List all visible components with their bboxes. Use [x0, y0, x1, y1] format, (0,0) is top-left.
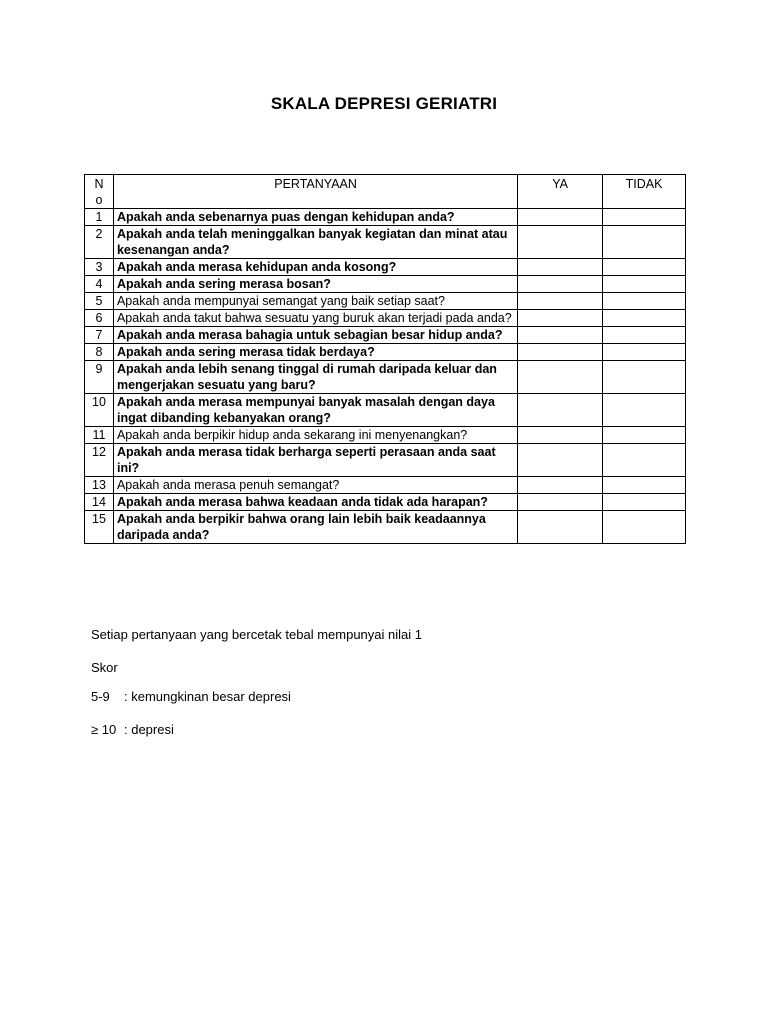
table-row	[85, 209, 686, 226]
table-row	[85, 310, 686, 327]
question-text: Apakah anda merasa mempunyai banyak masalah dengan daya ingat dibanding kebanyakan orang?	[113, 394, 517, 427]
question-text: Apakah anda merasa tidak berharga seperti perasaan anda saat ini?	[113, 444, 517, 477]
score-label: Skor	[91, 660, 118, 675]
answer-no-cell[interactable]	[603, 327, 686, 344]
question-text: Apakah anda telah meninggalkan banyak kegiatan dan minat atau kesenangan anda?	[113, 226, 517, 259]
row-number: 15	[85, 511, 114, 544]
header-yes: YA	[518, 175, 603, 209]
score-range-2-desc: : depresi	[124, 722, 174, 737]
row-number: 13	[85, 477, 114, 494]
answer-no-cell[interactable]	[603, 511, 686, 544]
row-number: 10	[85, 394, 114, 427]
questionnaire-table	[84, 174, 686, 544]
table-row	[85, 276, 686, 293]
answer-no-cell[interactable]	[603, 427, 686, 444]
score-range-1-value: 5-9	[91, 689, 110, 704]
row-number: 12	[85, 444, 114, 477]
answer-yes-cell[interactable]	[518, 494, 603, 511]
row-number: 6	[85, 310, 114, 327]
question-text: Apakah anda berpikir hidup anda sekarang ini menyenangkan?	[113, 427, 517, 444]
answer-yes-cell[interactable]	[518, 394, 603, 427]
answer-no-cell[interactable]	[603, 259, 686, 276]
table-row	[85, 511, 686, 544]
answer-yes-cell[interactable]	[518, 477, 603, 494]
answer-no-cell[interactable]	[603, 209, 686, 226]
answer-yes-cell[interactable]	[518, 511, 603, 544]
score-range-2	[91, 722, 174, 737]
answer-no-cell[interactable]	[603, 494, 686, 511]
table-row	[85, 394, 686, 427]
header-no-answer: TIDAK	[603, 175, 686, 209]
score-range-1-desc: : kemungkinan besar depresi	[124, 689, 291, 704]
question-text: Apakah anda mempunyai semangat yang baik setiap saat?	[113, 293, 517, 310]
table-row	[85, 327, 686, 344]
answer-yes-cell[interactable]	[518, 226, 603, 259]
row-number: 2	[85, 226, 114, 259]
answer-no-cell[interactable]	[603, 394, 686, 427]
score-range-2-value: ≥ 10	[91, 722, 117, 737]
table-row	[85, 477, 686, 494]
row-number: 3	[85, 259, 114, 276]
row-number: 11	[85, 427, 114, 444]
question-text: Apakah anda merasa bahwa keadaan anda tidak ada harapan?	[113, 494, 517, 511]
row-number: 7	[85, 327, 114, 344]
answer-yes-cell[interactable]	[518, 361, 603, 394]
question-text: Apakah anda merasa kehidupan anda kosong?	[113, 259, 517, 276]
table-body	[85, 209, 686, 544]
table-row	[85, 361, 686, 394]
question-text: Apakah anda merasa bahagia untuk sebagian besar hidup anda?	[113, 327, 517, 344]
table-row	[85, 427, 686, 444]
row-number: 4	[85, 276, 114, 293]
answer-no-cell[interactable]	[603, 293, 686, 310]
answer-yes-cell[interactable]	[518, 293, 603, 310]
bold-note: Setiap pertanyaan yang bercetak tebal mempunyai nilai 1	[91, 627, 422, 642]
row-number: 8	[85, 344, 114, 361]
question-text: Apakah anda takut bahwa sesuatu yang buruk akan terjadi pada anda?	[113, 310, 517, 327]
answer-no-cell[interactable]	[603, 444, 686, 477]
answer-yes-cell[interactable]	[518, 427, 603, 444]
answer-yes-cell[interactable]	[518, 259, 603, 276]
answer-no-cell[interactable]	[603, 226, 686, 259]
answer-no-cell[interactable]	[603, 477, 686, 494]
table-row	[85, 259, 686, 276]
row-number: 14	[85, 494, 114, 511]
header-question: PERTANYAAN	[113, 175, 517, 209]
question-text: Apakah anda lebih senang tinggal di rumah daripada keluar dan mengerjakan sesuatu yang baru?	[113, 361, 517, 394]
table-row	[85, 293, 686, 310]
row-number: 1	[85, 209, 114, 226]
answer-yes-cell[interactable]	[518, 344, 603, 361]
answer-yes-cell[interactable]	[518, 444, 603, 477]
answer-no-cell[interactable]	[603, 361, 686, 394]
row-number: 5	[85, 293, 114, 310]
table-row	[85, 226, 686, 259]
question-text: Apakah anda sering merasa tidak berdaya?	[113, 344, 517, 361]
table-header-row	[85, 175, 686, 209]
row-number: 9	[85, 361, 114, 394]
answer-no-cell[interactable]	[603, 276, 686, 293]
table-row	[85, 494, 686, 511]
question-text: Apakah anda sering merasa bosan?	[113, 276, 517, 293]
question-text: Apakah anda sebenarnya puas dengan kehidupan anda?	[113, 209, 517, 226]
page-title: SKALA DEPRESI GERIATRI	[270, 94, 498, 113]
answer-yes-cell[interactable]	[518, 276, 603, 293]
header-no: N o	[85, 175, 114, 209]
table-row	[85, 444, 686, 477]
score-range-1	[91, 689, 291, 704]
answer-no-cell[interactable]	[603, 310, 686, 327]
question-text: Apakah anda merasa penuh semangat?	[113, 477, 517, 494]
table-row	[85, 344, 686, 361]
answer-yes-cell[interactable]	[518, 209, 603, 226]
question-text: Apakah anda berpikir bahwa orang lain lebih baik keadaannya daripada anda?	[113, 511, 517, 544]
answer-yes-cell[interactable]	[518, 327, 603, 344]
answer-yes-cell[interactable]	[518, 310, 603, 327]
answer-no-cell[interactable]	[603, 344, 686, 361]
